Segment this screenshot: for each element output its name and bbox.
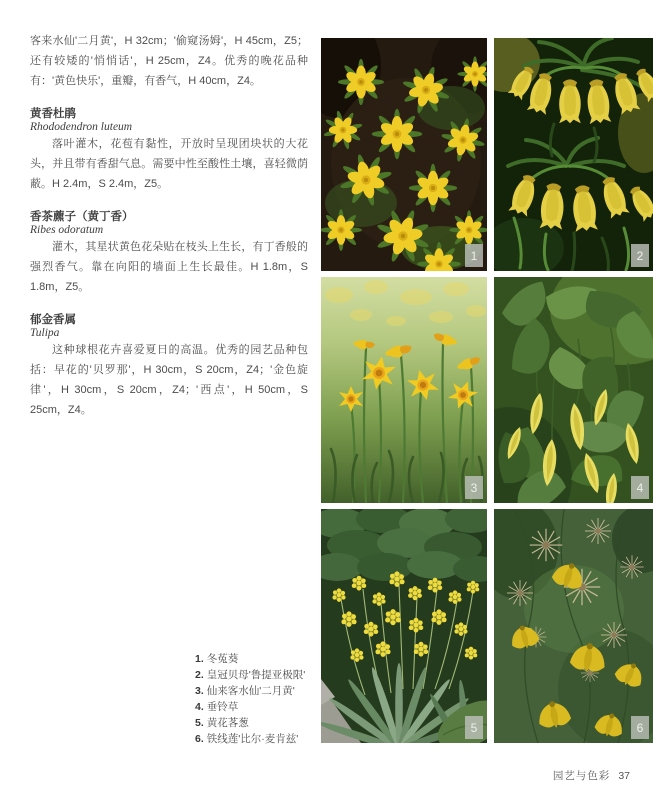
photo-4-merrybells bbox=[494, 277, 653, 503]
photo-number-badge: 5 bbox=[465, 716, 483, 739]
caption-item bbox=[195, 715, 325, 731]
caption-number: 6. bbox=[195, 733, 204, 745]
caption-item bbox=[195, 683, 325, 699]
daffodil-illustration bbox=[321, 277, 487, 503]
caption-label: 仙来客水仙'二月黄' bbox=[206, 685, 295, 697]
section-body: 落叶灌木，花苞有黏性，开放时呈现团块状的大花头，并且带有香甜气息。需要中性至酸性土壤，喜轻微荫蔽。H 2.4m，S 2.4m，Z5。 bbox=[30, 138, 308, 190]
text-column bbox=[30, 31, 308, 420]
photo-number-badge: 3 bbox=[465, 476, 483, 499]
section-heading: 郁金香属 bbox=[30, 314, 76, 326]
section-body: 这种球根花卉喜爱夏日的高温。优秀的园艺品种包括：早花的'贝罗那'，H 30cm，S 20cm，Z4；'金色旋律'，H 30cm，S 20cm，Z4；'西点'，H 50cm，S 25cm，Z4。 bbox=[30, 344, 308, 416]
photo-5-yellow-allium bbox=[321, 509, 487, 743]
caption-label: 皇冠贝母'鲁提亚极限' bbox=[206, 669, 306, 681]
caption-number: 2. bbox=[195, 669, 204, 681]
section-body: 灌木，其星状黄色花朵贴在枝头上生长，有丁香般的强烈香气。靠在向阳的墙面上生长最佳。H 1.8m，S 1.8m，Z5。 bbox=[30, 241, 308, 293]
caption-number: 5. bbox=[195, 717, 204, 729]
photo-number-badge: 4 bbox=[631, 476, 649, 499]
caption-label: 冬菟葵 bbox=[206, 653, 239, 665]
section-ribes bbox=[30, 210, 308, 297]
photo-number-badge: 2 bbox=[631, 244, 649, 267]
photo-3-daffodils bbox=[321, 277, 487, 503]
section-tulipa bbox=[30, 313, 308, 420]
section-rhododendron bbox=[30, 107, 308, 194]
latin-name: Tulipa bbox=[30, 327, 60, 339]
photo-caption-list bbox=[195, 651, 325, 747]
caption-number: 1. bbox=[195, 653, 204, 665]
yellow-allium-illustration bbox=[321, 509, 487, 743]
merrybells-illustration bbox=[494, 277, 653, 503]
caption-label: 黄花茖葱 bbox=[206, 717, 249, 729]
section-heading: 香茶藨子（黄丁香） bbox=[30, 211, 134, 223]
clematis-illustration bbox=[494, 509, 653, 743]
caption-item bbox=[195, 651, 325, 667]
photo-number-badge: 6 bbox=[631, 716, 649, 739]
photo-number-badge: 1 bbox=[465, 244, 483, 267]
crown-imperial-illustration bbox=[494, 38, 653, 271]
page-footer bbox=[553, 768, 630, 783]
caption-label: 垂铃草 bbox=[206, 701, 239, 713]
photo-2-crown-imperial bbox=[494, 38, 653, 271]
section-heading: 黄香杜鹃 bbox=[30, 108, 76, 120]
caption-item bbox=[195, 731, 325, 747]
footer-page-number: 37 bbox=[618, 770, 630, 782]
photo-6-clematis bbox=[494, 509, 653, 743]
photo-1-winter-aconite bbox=[321, 38, 487, 271]
caption-number: 4. bbox=[195, 701, 204, 713]
intro-paragraph: 客来水仙'二月黄'，H 32cm；'偷窥汤姆'，H 45cm，Z5；还有较矮的'悄悄话'，H 25cm，Z4。优秀的晚花品种有：'黄色快乐'，重瓣，有香气，H 40cm，Z4。 bbox=[30, 35, 308, 87]
caption-item bbox=[195, 667, 325, 683]
caption-label: 铁线莲'比尔·麦肯兹' bbox=[206, 733, 299, 745]
caption-item bbox=[195, 699, 325, 715]
background-leaves bbox=[321, 509, 487, 582]
winter-aconite-illustration bbox=[321, 38, 487, 271]
latin-name: Ribes odoratum bbox=[30, 224, 104, 236]
footer-book-title: 园艺与色彩 bbox=[552, 770, 611, 782]
caption-number: 3. bbox=[195, 685, 204, 697]
latin-name: Rhododendron luteum bbox=[30, 121, 133, 133]
